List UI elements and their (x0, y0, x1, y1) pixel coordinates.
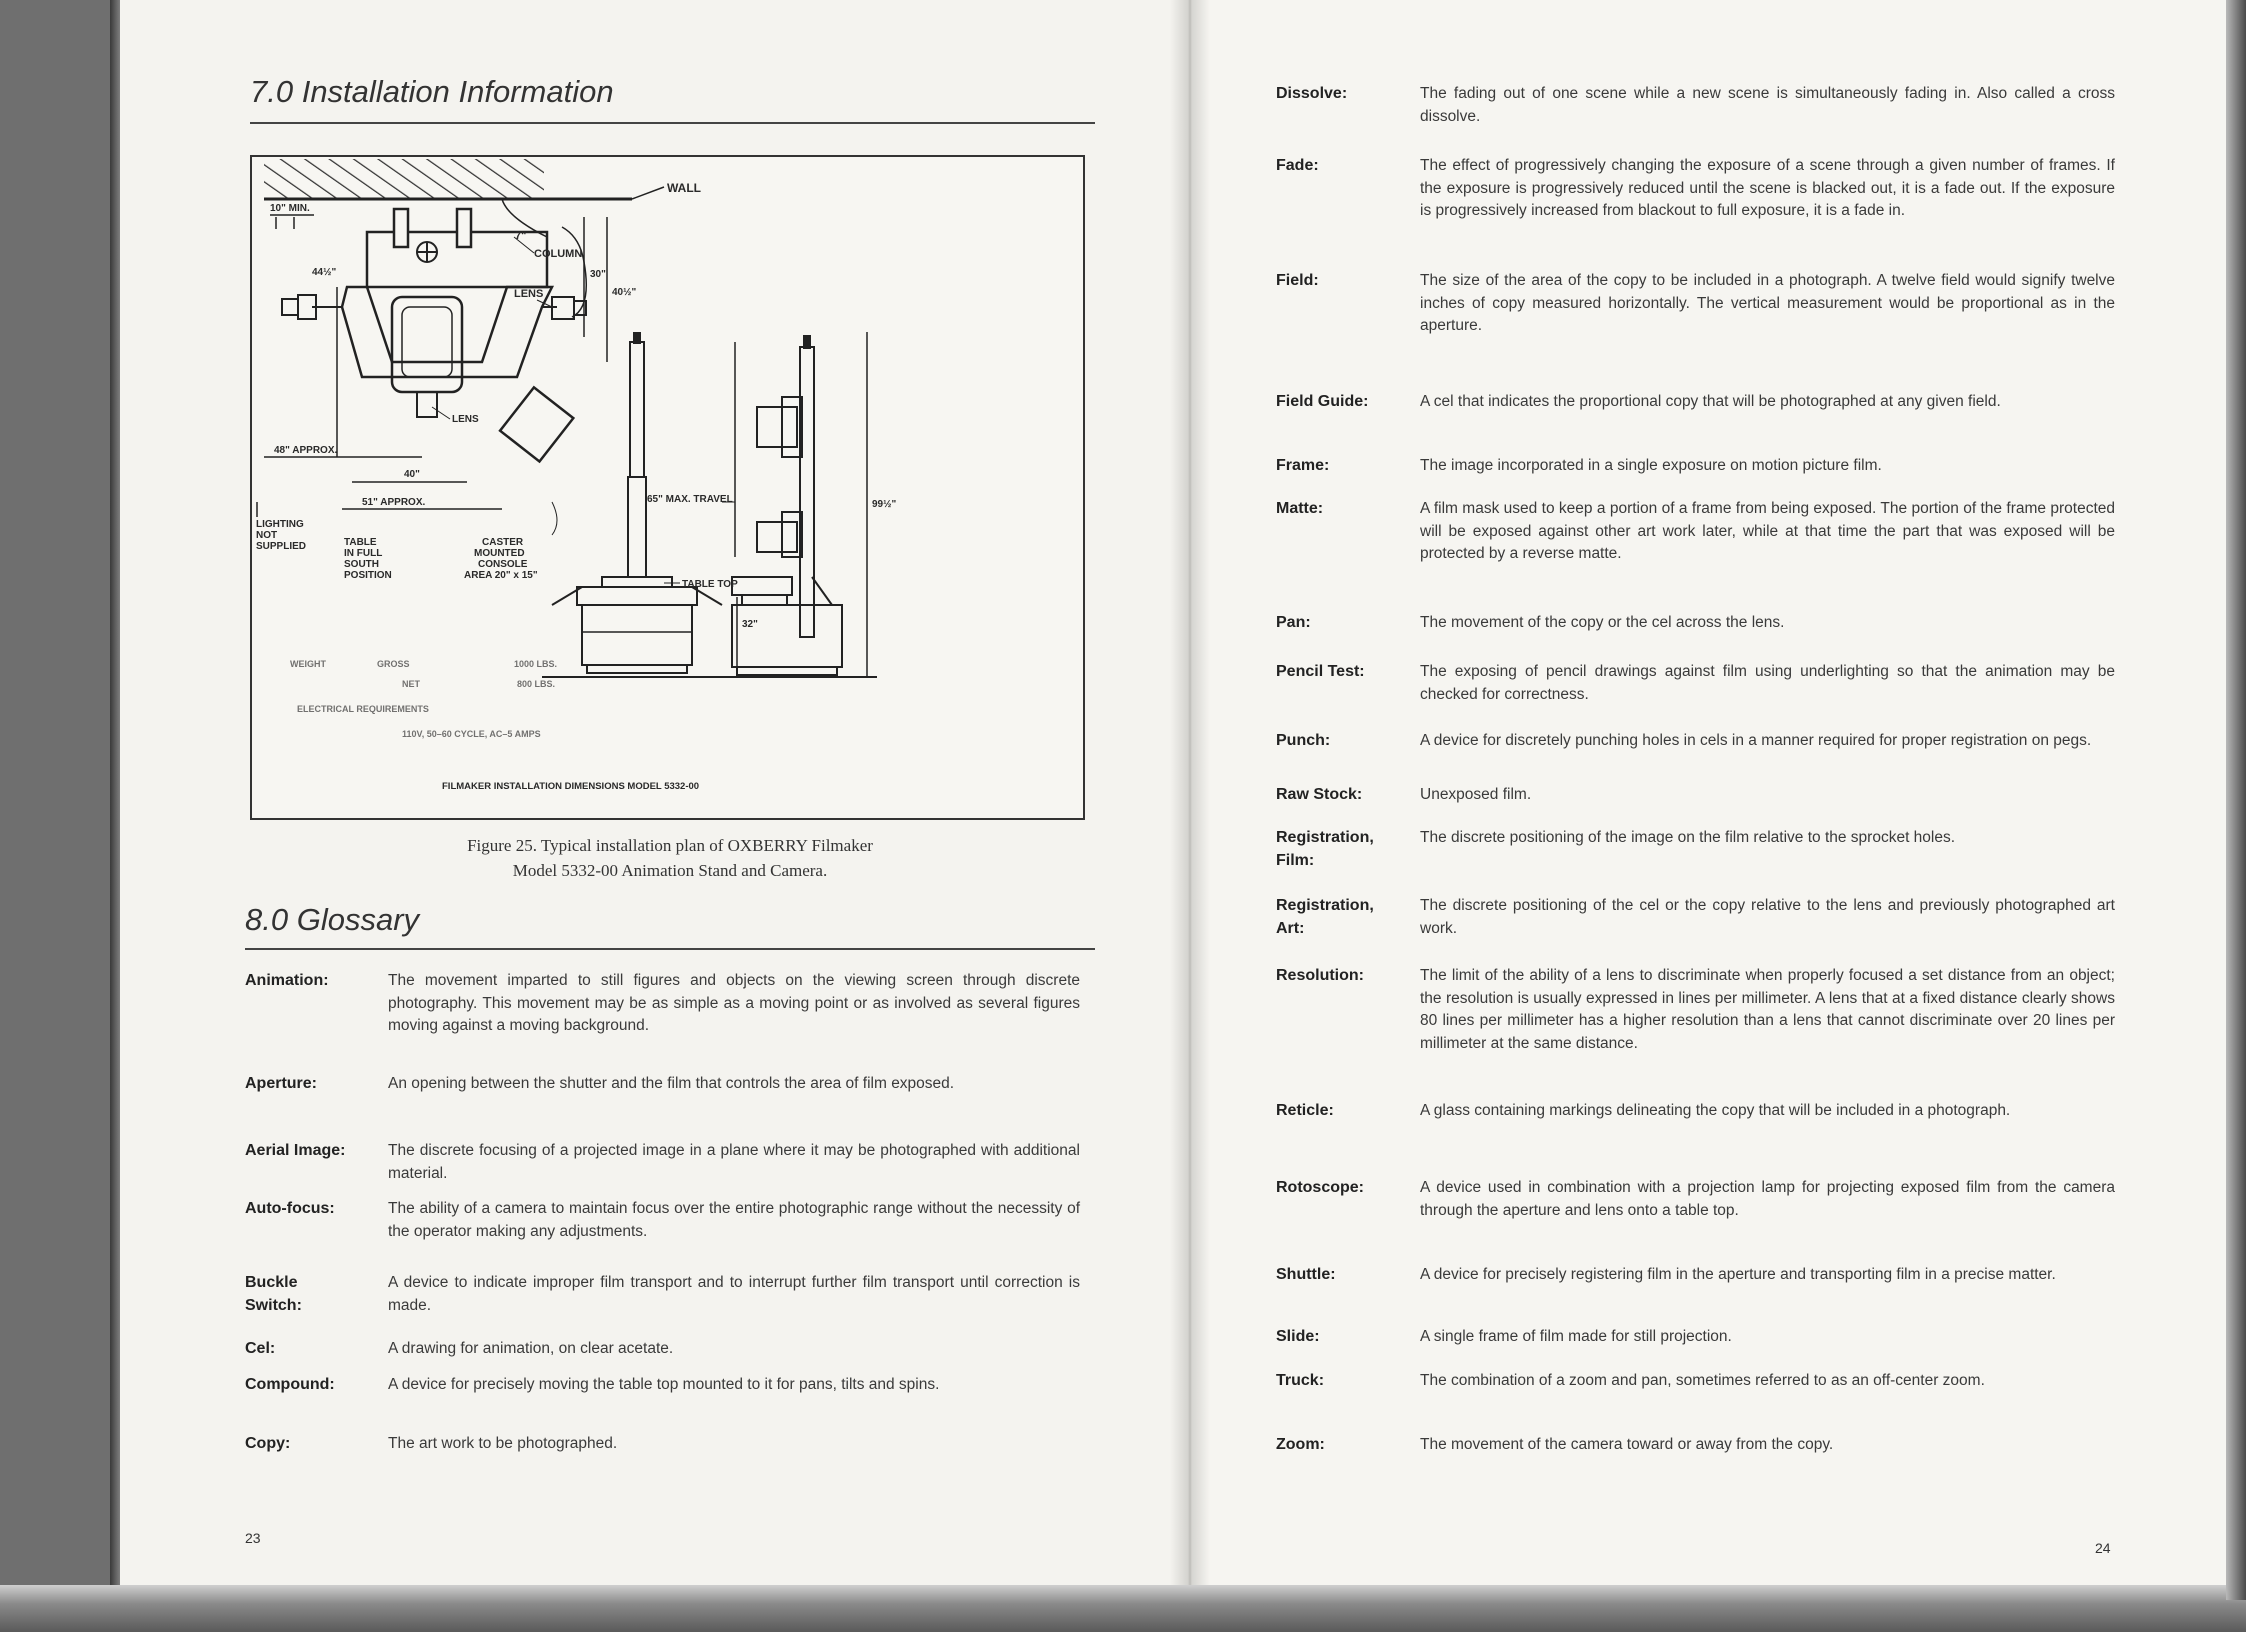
glossary-definition: A drawing for animation, on clear acetate. (388, 1340, 674, 1357)
glossary-definition: A device for precisely registering film in the aperture and transporting film in a precise matter. (1420, 1266, 2056, 1283)
glossary-term: Auto-focus: (245, 1200, 335, 1217)
glossary-definition: The size of the area of the copy to be included in a photograph. A twelve field would signify twelve inches of copy measured horizontally. The vertical measurement would be proportional as in the aperture. (1420, 272, 2115, 334)
svg-text:800 LBS.: 800 LBS. (517, 679, 556, 689)
glossary-term: Pencil Test: (1276, 663, 1365, 680)
glossary-definition: The fading out of one scene while a new scene is simultaneously fading in. Also called a cross dissolve. (1420, 85, 2115, 125)
svg-text:IN FULL: IN FULL (344, 548, 383, 559)
section-heading-glossary: 8.0 Glossary (245, 902, 420, 937)
glossary-definition: The discrete positioning of the image on the film relative to the sprocket holes. (1420, 829, 1956, 846)
glossary-definition: A single frame of film made for still projection. (1420, 1328, 1732, 1345)
svg-text:CASTER: CASTER (482, 537, 524, 548)
installation-figure (250, 155, 1085, 820)
glossary-term: Field Guide: (1276, 393, 1369, 410)
svg-text:NET: NET (402, 679, 420, 689)
glossary-definition: The art work to be photographed. (388, 1435, 618, 1452)
glossary-term: Resolution: (1276, 967, 1364, 984)
glossary-definition: The combination of a zoom and pan, sometimes referred to as an off-center zoom. (1420, 1372, 1985, 1389)
glossary-term: Registration, Art: (1276, 897, 1374, 937)
heading-rule (250, 122, 1095, 124)
glossary-definition: The movement imparted to still figures and objects on the viewing screen through discrete photography. This movement may be as simple as a moving point or as involved as several figures moving against a moving background. (388, 972, 1080, 1034)
svg-text:NOT: NOT (256, 530, 278, 541)
glossary-definition: A film mask used to keep a portion of a frame from being exposed. The portion of the frame protected will be exposed against other art work later, while at that time the part that was exposed will be protected by a reverse matte. (1420, 500, 2115, 562)
svg-text:ELECTRICAL REQUIREMENTS: ELECTRICAL REQUIREMENTS (297, 704, 429, 714)
svg-text:AREA 20" x 15": AREA 20" x 15" (464, 570, 538, 581)
glossary-term: Slide: (1276, 1328, 1320, 1345)
svg-text:TABLE TOP: TABLE TOP (682, 579, 738, 590)
page-number-left: 23 (245, 1530, 261, 1546)
svg-text:99½": 99½" (872, 499, 897, 510)
glossary-term: Shuttle: (1276, 1266, 1336, 1283)
glossary-definition: The ability of a camera to maintain focus over the entire photographic range without the necessity of the operator making any adjustments. (388, 1200, 1080, 1240)
svg-text:SOUTH: SOUTH (344, 559, 379, 570)
svg-text:CONSOLE: CONSOLE (478, 559, 528, 570)
glossary-term: Fade: (1276, 157, 1319, 174)
glossary-term: Buckle Switch: (245, 1274, 302, 1314)
figure-title: FILMAKER INSTALLATION DIMENSIONS MODEL 5332-00 (442, 781, 700, 792)
glossary-definition: A device to indicate improper film transport and to interrupt further film transport until correction is made. (388, 1274, 1080, 1314)
section-heading-installation: 7.0 Installation Information (250, 74, 614, 109)
figure-caption: Figure 25. Typical installation plan of OXBERRY Filmaker Model 5332-00 Animation Stand and Camera. (467, 836, 873, 880)
svg-text:1000 LBS.: 1000 LBS. (514, 659, 558, 669)
book-cover-edge-right (2226, 0, 2246, 1600)
glossary-definition: The effect of progressively changing the exposure of a scene through a given number of frames. If the exposure is progressively reduced until the scene is blacked out, it is a fade out. If the exposure is progressively increased from blackout to full exposure, it is a fade in. (1420, 157, 2115, 219)
svg-text:48" APPROX.: 48" APPROX. (274, 445, 338, 456)
glossary-term: Punch: (1276, 732, 1331, 749)
glossary-term: Matte: (1276, 500, 1324, 517)
glossary-definition: The discrete positioning of the cel or the copy relative to the lens and previously photographed art work. (1420, 897, 2115, 937)
glossary-definition: The movement of the camera toward or away from the copy. (1420, 1436, 1834, 1453)
svg-text:MOUNTED: MOUNTED (474, 548, 525, 559)
glossary-definition: The exposing of pencil drawings against film using underlighting so that the animation may be checked for correctness. (1420, 663, 2115, 703)
glossary-term: Raw Stock: (1276, 786, 1363, 803)
glossary-definition: Unexposed film. (1420, 786, 1532, 803)
svg-text:10" MIN.: 10" MIN. (270, 203, 310, 214)
label-wall: WALL (667, 181, 701, 195)
glossary-definition: The discrete focusing of a projected image in a plane where it may be photographed with additional material. (388, 1142, 1080, 1182)
svg-text:LENS: LENS (514, 288, 544, 300)
glossary-definition: The image incorporated in a single exposure on motion picture film. (1420, 457, 1882, 474)
svg-text:40": 40" (404, 469, 420, 480)
glossary-term: Zoom: (1276, 1436, 1325, 1453)
glossary-definition: A device used in combination with a projection lamp for projecting exposed film from the camera through the aperture and lens onto a table top. (1420, 1179, 2115, 1219)
svg-text:LENS: LENS (452, 414, 479, 425)
glossary-definition: A device for discretely punching holes in cels in a manner required for proper registration on pegs. (1420, 732, 2092, 749)
svg-text:7": 7" (515, 230, 527, 242)
glossary-definition: An opening between the shutter and the film that controls the area of film exposed. (388, 1075, 955, 1092)
glossary-term: Field: (1276, 272, 1319, 289)
installation-diagram (252, 157, 1087, 822)
svg-text:32": 32" (742, 619, 758, 630)
glossary-rule (245, 948, 1095, 950)
book-cover-edge-bottom (0, 1585, 2246, 1632)
caster-console-plan (500, 387, 573, 461)
book-spine (1170, 0, 1210, 1585)
glossary-term: Aerial Image: (245, 1142, 346, 1159)
svg-text:TABLE: TABLE (344, 537, 377, 548)
svg-text:30": 30" (590, 269, 606, 280)
svg-text:110V, 50–60 CYCLE, AC–5 AMPS: 110V, 50–60 CYCLE, AC–5 AMPS (402, 729, 541, 739)
glossary-term: Frame: (1276, 457, 1330, 474)
wall-hatching (264, 159, 544, 199)
glossary-term: Aperture: (245, 1075, 318, 1092)
svg-text:COLUMN: COLUMN (534, 248, 583, 260)
glossary-term: Copy: (245, 1435, 291, 1452)
glossary-definition: A glass containing markings delineating the copy that will be included in a photograph. (1420, 1102, 2011, 1119)
glossary-term: Compound: (245, 1376, 335, 1393)
svg-text:POSITION: POSITION (344, 570, 392, 581)
glossary-term: Animation: (245, 972, 329, 989)
glossary-term: Cel: (245, 1340, 276, 1357)
svg-text:40½": 40½" (612, 287, 637, 298)
glossary-term: Truck: (1276, 1372, 1325, 1389)
glossary-definition: The movement of the copy or the cel across the lens. (1420, 614, 1785, 631)
svg-text:WEIGHT: WEIGHT (290, 659, 326, 669)
page-number-right: 24 (2095, 1540, 2111, 1556)
glossary-term: Pan: (1276, 614, 1311, 631)
svg-text:51" APPROX.: 51" APPROX. (362, 497, 426, 508)
svg-text:44½": 44½" (312, 267, 337, 278)
glossary-definition: The limit of the ability of a lens to discriminate when properly focused a set distance from an object; the resolution is usually expressed in lines per millimeter. A lens that at a fixed distance clearly shows 80 lines per millimeter has a higher resolution than a lens that cannot discriminate over 20 lines per millimeter at the same distance. (1420, 967, 2115, 1052)
svg-text:GROSS: GROSS (377, 659, 410, 669)
svg-text:65" MAX. TRAVEL: 65" MAX. TRAVEL (647, 494, 733, 505)
svg-text:SUPPLIED: SUPPLIED (256, 541, 307, 552)
glossary-term: Registration, Film: (1276, 829, 1374, 869)
glossary-term: Rotoscope: (1276, 1179, 1364, 1196)
glossary-definition: A cel that indicates the proportional copy that will be photographed at any given field. (1420, 393, 2001, 410)
glossary-definition: A device for precisely moving the table top mounted to it for pans, tilts and spins. (388, 1376, 940, 1393)
glossary-term: Dissolve: (1276, 85, 1348, 102)
svg-text:LIGHTING: LIGHTING (256, 519, 304, 530)
glossary-term: Reticle: (1276, 1102, 1334, 1119)
